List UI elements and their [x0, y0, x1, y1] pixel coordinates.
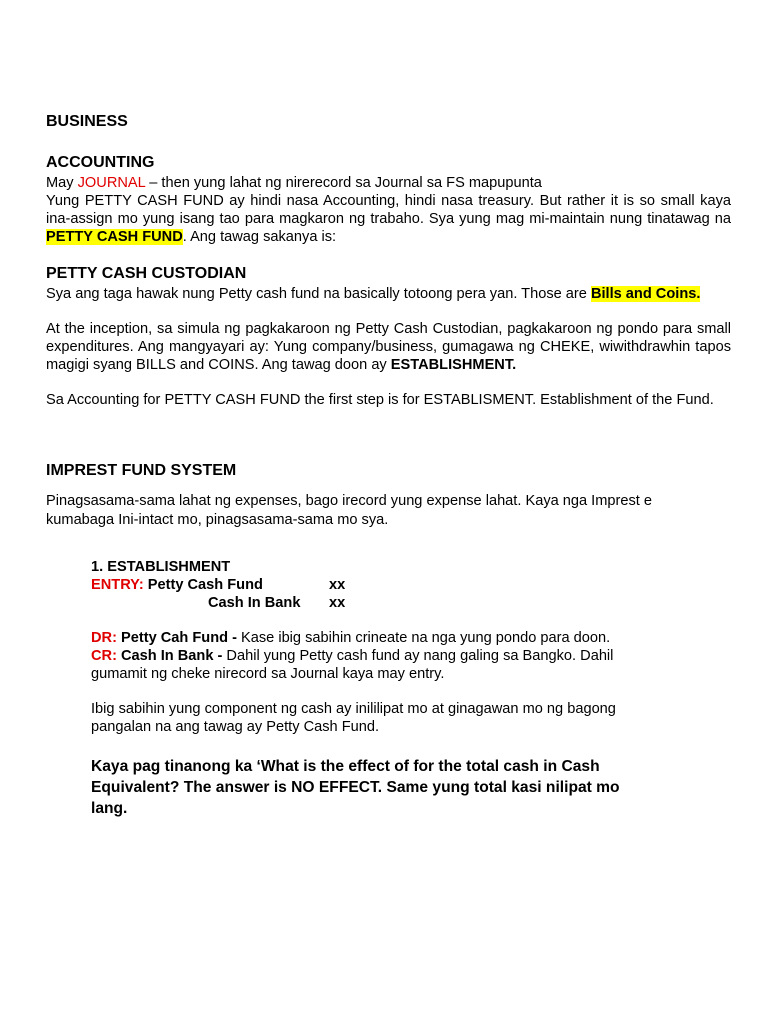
heading-imprest: IMPREST FUND SYSTEM	[46, 462, 237, 479]
entry-debit-amount: xx	[329, 577, 346, 593]
component-paragraph: Ibig sabihin yung component ng cash ay inililipat mo at ginagawan mo ng bagong pangalan na ang tawag ay Petty Cash Fund.	[91, 701, 616, 735]
custodian-paragraph-3: Sa Accounting for PETTY CASH FUND the first step is for ESTABLISMENT. Establishment of the Fund.	[46, 392, 714, 408]
entry-credit-account: Cash In Bank	[208, 595, 301, 611]
cr-label: CR:	[91, 648, 117, 664]
entry-debit-account: Petty Cash Fund	[143, 577, 263, 593]
dr-text: Kase ibig sabihin crineate na nga yung pondo para doon.	[236, 630, 611, 646]
imprest-paragraph: Pinagsasama-sama lahat ng expenses, bago irecord yung expense lahat. Kaya nga Imprest e kumabaga Ini-intact mo, pinagsasama-sama mo sya.	[46, 493, 653, 528]
entry-credit-row	[91, 594, 651, 612]
cr-explanation	[91, 647, 651, 683]
accounting-paragraph	[46, 192, 731, 246]
custodian-line-pre: Sya ang taga hawak nung Petty cash fund na basically totoong pera yan. Those are	[46, 286, 591, 302]
custodian-line	[46, 285, 731, 303]
custodian-paragraph-2-text: At the inception, sa simula ng pagkakaroon ng Petty Cash Custodian, pagkakaroon ng pondo para small expenditures. Ang mangyayari ay: Yung company/business, gumagawa ng CHEKE, wiwithdrawhin tapos magigi syang BILLS and COINS. Ang tawag doon ay	[46, 321, 731, 373]
heading-accounting: ACCOUNTING	[46, 154, 155, 171]
accounting-line-1-post: – then yung lahat ng nirerecord sa Journal sa FS mapupunta	[145, 175, 542, 191]
petty-cash-fund-highlight: PETTY CASH FUND	[46, 229, 183, 245]
custodian-paragraph-2	[46, 320, 731, 374]
accounting-paragraph-post: . Ang tawag sakanya is:	[182, 229, 337, 245]
accounting-line-1-pre: May	[46, 175, 78, 191]
entry-label: ENTRY:	[91, 577, 144, 593]
accounting-paragraph-pre: Yung PETTY CASH FUND ay hindi nasa Accounting, hindi nasa treasury. But rather it is so small kaya ina-assign mo yung isang tao para magkaron ng trabaho. Sya yung mag mi-maintain nung tinatawag na	[46, 193, 731, 227]
entry-credit-amount: xx	[329, 595, 346, 611]
accounting-line-1	[46, 174, 731, 192]
bills-and-coins-highlight: Bills and Coins.	[590, 286, 701, 302]
heading-business: BUSINESS	[46, 113, 128, 130]
dr-explanation	[91, 629, 651, 647]
establishment-title: 1. ESTABLISHMENT	[91, 559, 231, 575]
conclusion-paragraph: Kaya pag tinanong ka ‘What is the effect of for the total cash in Cash Equivalent? The answer is NO EFFECT. Same yung total kasi nilipat mo lang.	[91, 758, 620, 817]
dr-label: DR:	[91, 630, 117, 646]
entry-debit-row	[91, 576, 651, 594]
heading-custodian: PETTY CASH CUSTODIAN	[46, 265, 247, 282]
establishment-term: ESTABLISHMENT.	[390, 357, 517, 373]
cr-text: Dahil yung Petty cash fund ay nang galing sa Bangko. Dahil gumamit ng cheke nirecord sa Journal kaya may entry.	[91, 648, 614, 682]
journal-term: JOURNAL	[77, 175, 146, 191]
cr-account: Cash In Bank -	[116, 648, 223, 664]
establishment-section	[91, 558, 651, 819]
dr-account: Petty Cah Fund -	[116, 630, 237, 646]
